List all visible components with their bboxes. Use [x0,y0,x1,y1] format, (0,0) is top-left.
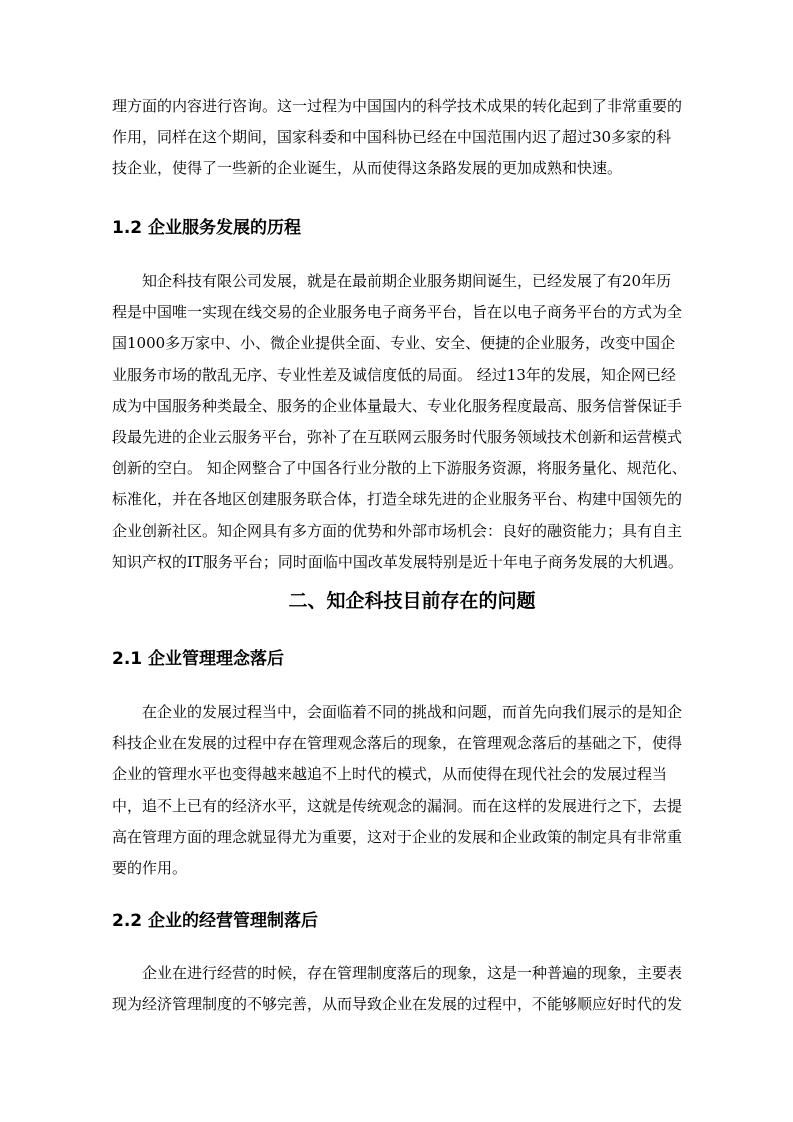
text-line: 技企业，使得了一些新的企业诞生，从而使得这条路发展的更加成熟和快速。 [112,159,623,178]
text-line: 要的作用。 [112,858,188,877]
paragraph-management-concept [112,697,712,884]
text-line: 中，追不上已有的经济水平，这就是传统观念的漏洞。而在这样的发展进行之下，去提 [112,796,683,815]
text-line: 知识产权的IT服务平台；同时面临中国改革发展特别是近十年电子商务发展的大机遇。 [112,552,683,571]
text-line: 创新的空白。 知企网整合了中国各行业分散的上下游服务资源，将服务量化、规范化、 [112,459,687,478]
text-line: 作用，同样在这个期间，国家科委和中国科协已经在中国范围内迟了超过30多家的科 [112,128,672,147]
text-line: 现为经济管理制度的不够完善，从而导致企业在发展的过程中，不能够顺应好时代的发 [112,995,683,1014]
paragraph-company-history [112,266,712,578]
paragraph-intro-continuation [112,91,712,185]
section-heading-2-1: 2.1 企业管理理念落后 [112,649,285,669]
text-line: 科技企业在发展的过程中存在管理观念落后的现象，在管理观念落后的基础之下，使得 [112,734,683,753]
text-line: 企业在进行经营的时候，存在管理制度落后的现象，这是一种普遍的现象，主要表 [142,964,683,982]
text-line: 在企业的发展过程当中，会面临着不同的挑战和问题，而首先向我们展示的是知企 [142,703,683,721]
text-line: 知企科技有限公司发展，就是在最前期企业服务期间诞生，已经发展了有20年历 [142,272,672,290]
text-line: 成为中国服务种类最全、服务的企业体量最大、专业化服务程度最高、服务信誉保证手 [112,396,683,415]
text-line: 标准化，并在各地区创建服务联合体，打造全球先进的企业服务平台、构建中国领先的 [112,490,683,509]
text-line: 业服务市场的散乱无序、专业性差及诚信度低的局面。 经过13年的发展，知企网已经 [112,365,676,384]
text-line: 企业创新社区。知企网具有多方面的优势和外部市场机会：良好的融资能力；具有自主 [112,521,683,540]
text-line: 国1000多万家中、小、微企业提供全面、专业、安全、便捷的企业服务，改变中国企 [112,334,676,353]
text-line: 程是中国唯一实现在线交易的企业服务电子商务平台，旨在以电子商务平台的方式为全 [112,303,683,322]
text-line: 企业的管理水平也变得越来越追不上时代的模式，从而使得在现代社会的发展过程当 [112,765,668,784]
section-heading-2-2: 2.2 企业的经营管理制落后 [112,911,319,931]
text-line: 理方面的内容进行咨询。这一过程为中国国内的科学技术成果的转化起到了非常重要的 [112,97,683,115]
chapter-heading-2: 二、知企科技目前存在的问题 [288,590,536,612]
paragraph-management-system [112,958,712,1020]
section-heading-1-2: 1.2 企业服务发展的历程 [112,218,302,238]
text-line: 段最先进的企业云服务平台，弥补了在互联网云服务时代服务领域技术创新和运营模式 [112,427,683,446]
text-line: 高在管理方面的理念就显得尤为重要，这对于企业的发展和企业政策的制定具有非常重 [112,827,683,846]
